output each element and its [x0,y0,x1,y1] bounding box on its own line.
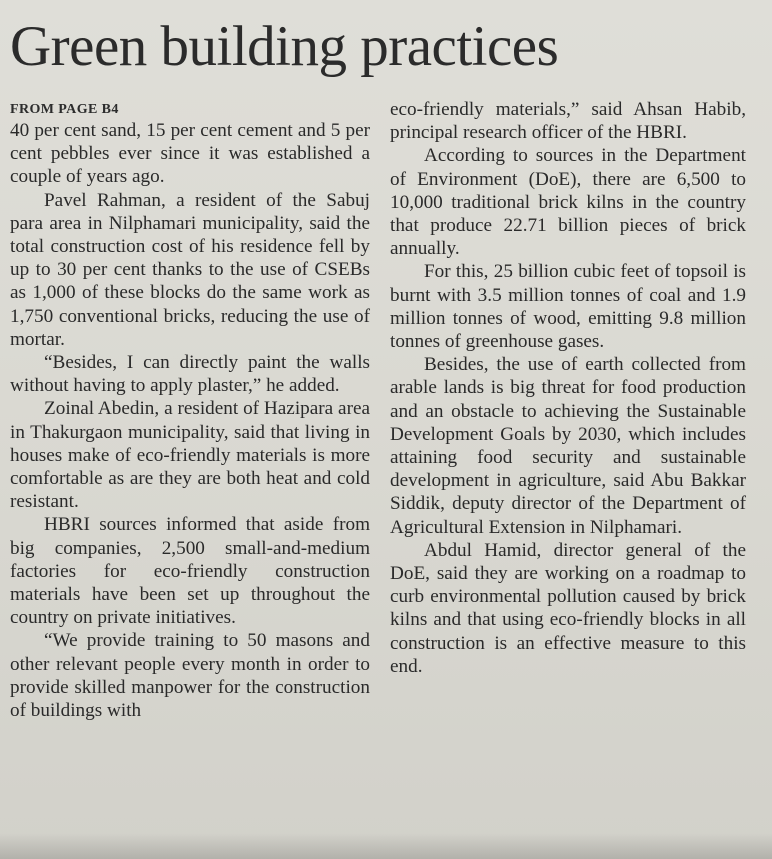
paragraph: eco-friendly materials,” said Ahsan Habib, principal research officer of the HBRI. [390,99,746,144]
paragraph: Pavel Rahman, a resident of the Sabuj para area in Nilphamari municipality, said the total construction cost of his residence fell by up to 30 per cent thanks to the use of CSEBs as 1,000 of these blocks do the same work as 1,750 conventional bricks, reducing the use of mortar. [10,189,370,350]
paragraph: Besides, the use of earth collected from arable lands is big threat for food production and an obstacle to achieving the Sustainable Development Goals by 2030, which includes attaining food security and sustainable development in agriculture, said Abu Bakkar Siddik, deputy director of the Department of Agricultural Extension in Nilphamari. [390,354,746,538]
paragraph: 40 per cent sand, 15 per cent cement and 5 per cent pebbles ever since it was established a couple of years ago. [10,120,370,188]
page-edge-shadow [0,833,772,859]
continuation-kicker: FROM PAGE B4 [10,102,119,117]
paragraph: For this, 25 billion cubic feet of topsoil is burnt with 3.5 million tonnes of coal and 1.9 million tonnes of wood, emitting 9.8 million tonnes of greenhouse gases. [390,261,746,353]
left-column [10,98,370,722]
paragraph: Abdul Hamid, director general of the DoE, said they are working on a roadmap to curb environmental pollution caused by brick kilns and that using eco-friendly blocks in all construction is an effective measure to this end. [390,539,746,677]
paragraph: HBRI sources informed that aside from big companies, 2,500 small-and-medium factories for eco-friendly construction materials have been set up throughout the country on private initiatives. [10,514,370,629]
paragraph: Zoinal Abedin, a resident of Hazipara area in Thakurgaon municipality, said that living in houses make of eco-friendly materials is more comfortable as are they are both heat and cold resistant. [10,398,370,513]
paragraph: “We provide training to 50 masons and other relevant people every month in order to provide skilled manpower for the construction of buildings with [10,630,370,722]
right-column [390,98,746,678]
headline: Green building practices [10,15,559,78]
paragraph: “Besides, I can directly paint the walls without having to apply plaster,” he added. [10,352,370,397]
paragraph: According to sources in the Department of Environment (DoE), there are 6,500 to 10,000 traditional brick kilns in the country that produce 22.71 billion pieces of brick annually. [390,145,746,260]
